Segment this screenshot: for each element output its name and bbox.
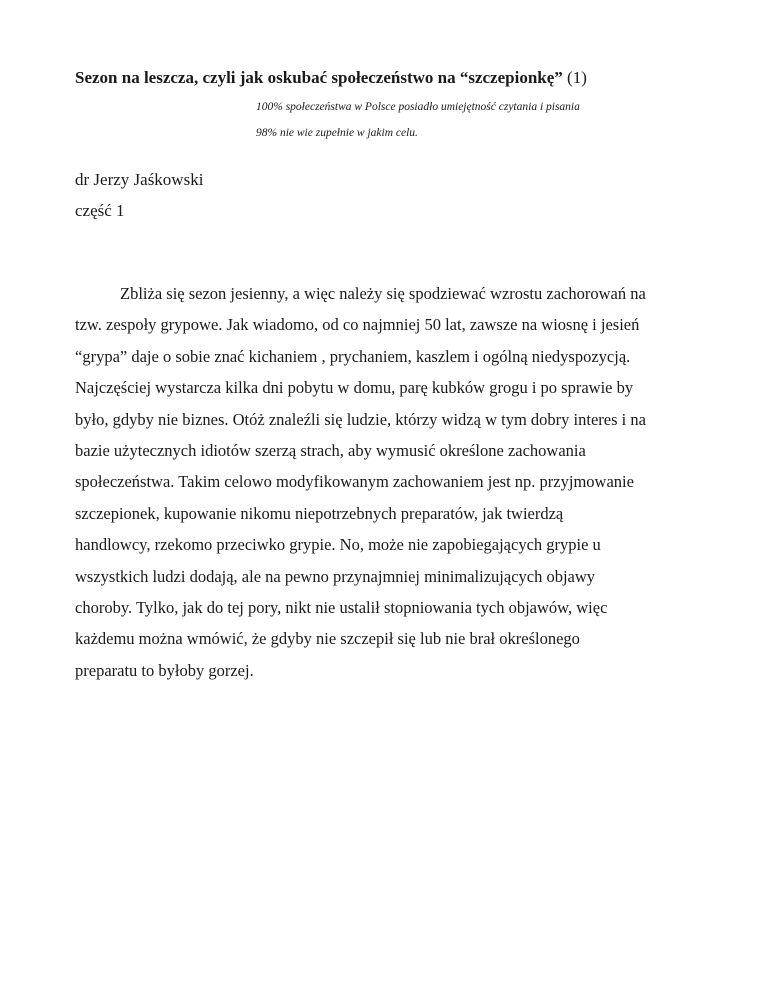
body-line: handlowcy, rzekomo przeciwko grypie. No, może nie zapobiegających grypie u bbox=[75, 535, 601, 555]
body-line: wszystkich ludzi dodają, ale na pewno przynajmniej minimalizujących objawy bbox=[75, 566, 596, 586]
body-line: szczepionek, kupowanie nikomu niepotrzebnych preparatów, jak twierdzą bbox=[75, 503, 564, 523]
epigraph-line: 100% społeczeństwa w Polsce posiadło umiejętność czytania i pisania bbox=[256, 101, 580, 113]
body-paragraph bbox=[75, 283, 695, 691]
body-line: było, gdyby nie biznes. Otóż znaleźli się ludzie, którzy widzą w tym dobry interes i na bbox=[75, 409, 646, 429]
body-line: choroby. Tylko, jak do tej pory, nikt nie ustalił stopniowania tych objawów, więc bbox=[75, 597, 608, 617]
body-line: bazie użytecznych idiotów szerzą strach, aby wymusić określone zachowania bbox=[75, 440, 586, 460]
title-text: Sezon na leszcza, czyli jak oskubać społeczeństwo na “szczepionkę” bbox=[75, 68, 563, 87]
body-line: społeczeństwa. Takim celowo modyfikowanym zachowaniem jest np. przyjmowanie bbox=[75, 472, 634, 492]
document-title bbox=[75, 68, 587, 88]
body-line: Zbliża się sezon jesienny, a więc należy się spodziewać wzrostu zachorowań na bbox=[120, 284, 646, 303]
body-line: tzw. zespoły grypowe. Jak wiadomo, od co najmniej 50 lat, zawsze na wiosnę i jesień bbox=[75, 315, 640, 335]
body-line: Najczęściej wystarcza kilka dni pobytu w domu, parę kubków grogu i po sprawie by bbox=[75, 378, 634, 398]
body-line: preparatu to byłoby gorzej. bbox=[75, 660, 254, 680]
epigraph-line: 98% nie wie zupełnie w jakim celu. bbox=[256, 127, 418, 139]
part-label: część 1 bbox=[75, 201, 125, 220]
author-name: dr Jerzy Jaśkowski bbox=[75, 170, 204, 189]
body-line: każdemu można wmówić, że gdyby nie szczepił się lub nie brał określonego bbox=[75, 629, 580, 649]
title-part-number: (1) bbox=[562, 68, 587, 87]
body-line: “grypa” daje o sobie znać kichaniem , prychaniem, kaszlem i ogólną niedyspozycją. bbox=[75, 346, 631, 366]
